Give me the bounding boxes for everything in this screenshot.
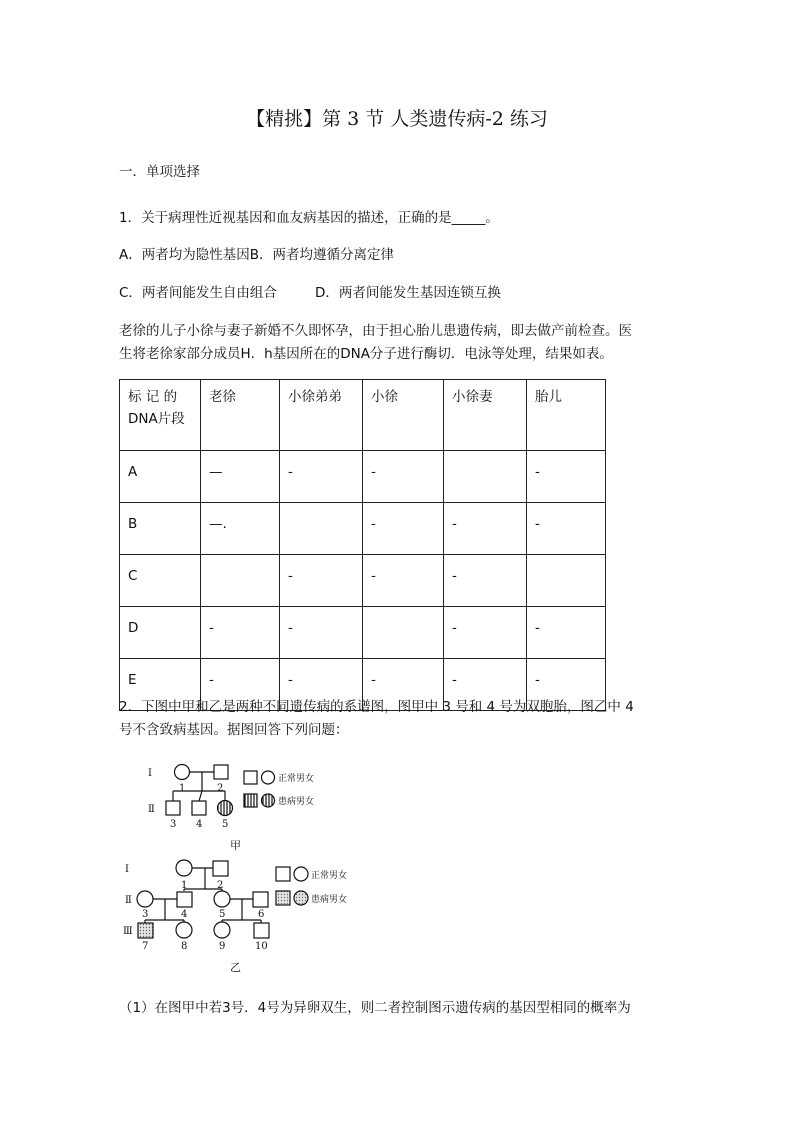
table-cell: D	[120, 607, 201, 659]
jia-ii5-affected-circle	[218, 801, 233, 816]
table-row	[120, 503, 606, 555]
table-cell: -	[444, 659, 527, 711]
yi-id: 5	[219, 909, 226, 920]
yi-legend-normal: 正常男女	[311, 871, 348, 881]
jia-id: 5	[222, 819, 229, 830]
question-1-option-c: C．两者间能发生自由组合	[119, 285, 277, 301]
yi-legend-affected: 患病男女	[311, 895, 348, 905]
table-cell: -	[363, 555, 444, 607]
passage-line-1: 老徐的儿子小徐与妻子新婚不久即怀孕，由于担心胎儿患遗传病，即去做产前检查。医	[119, 323, 632, 339]
jia-legend-affected: 患病男女	[278, 797, 315, 807]
yi-ii5-circle	[214, 891, 230, 907]
table-cell	[527, 555, 606, 607]
table-cell: -	[280, 659, 363, 711]
table-header-cell: 胎儿	[527, 380, 606, 451]
table-header-cell: 老徐	[201, 380, 280, 451]
table-cell: B	[120, 503, 201, 555]
jia-id: 2	[217, 783, 224, 794]
yi-i2-square	[213, 861, 228, 876]
table-cell: -	[201, 607, 280, 659]
yi-id: 3	[142, 909, 149, 920]
table-cell: -	[363, 503, 444, 555]
yi-ii3-circle	[137, 891, 153, 907]
yi-id: 7	[142, 941, 149, 952]
yi-ii6-square	[253, 892, 268, 907]
table-cell: —.	[201, 503, 280, 555]
pedigree-jia	[130, 760, 360, 855]
yi-gen-1: Ⅰ	[125, 864, 129, 875]
jia-gen-1: Ⅰ	[148, 768, 152, 779]
question-2-line-2: 号不含致病基因。据图回答下列问题：	[119, 722, 349, 738]
table-cell: -	[527, 451, 606, 503]
yi-id: 1	[181, 880, 188, 891]
yi-id: 10	[255, 941, 268, 952]
yi-id: 6	[258, 909, 265, 920]
jia-ii4-square	[192, 801, 206, 815]
table-cell: -	[280, 555, 363, 607]
table-cell: -	[280, 607, 363, 659]
table-cell: -	[527, 503, 606, 555]
dna-fragment-table	[119, 379, 606, 711]
table-header-cell: 小徐妻	[444, 380, 527, 451]
jia-gen-2: Ⅱ	[148, 804, 155, 815]
jia-id: 1	[179, 783, 186, 794]
table-header-cell: 标 记 的 DNA片段	[120, 380, 201, 451]
table-row	[120, 451, 606, 503]
jia-i1-circle	[175, 765, 190, 780]
yi-id: 2	[217, 880, 224, 891]
table-header-row	[120, 380, 606, 451]
question-2-sub-1: （1）在图甲中若3号．4号为异卵双生，则二者控制图示遗传病的基因型相同的概率为	[119, 1000, 631, 1016]
table-cell	[280, 503, 363, 555]
yi-id: 4	[181, 909, 188, 920]
yi-caption: 乙	[230, 961, 241, 974]
table-cell	[444, 451, 527, 503]
yi-id: 9	[219, 941, 226, 952]
table-cell: E	[120, 659, 201, 711]
question-1-option-d: D．两者间能发生基因连锁互换	[315, 285, 501, 301]
table-cell	[201, 555, 280, 607]
table-cell: -	[527, 659, 606, 711]
table-row	[120, 555, 606, 607]
table-cell: -	[527, 607, 606, 659]
yi-ii4-square	[177, 892, 192, 907]
table-cell: A	[120, 451, 201, 503]
table-cell: -	[444, 607, 527, 659]
jia-legend-normal: 正常男女	[278, 774, 315, 784]
passage-line-2: 生将老徐家部分成员H．h基因所在的DNA分子进行酶切．电泳等处理，结果如表。	[119, 346, 613, 362]
table-row	[120, 607, 606, 659]
question-1-options-ab: A．两者均为隐性基因B．两者均遵循分离定律	[119, 247, 394, 263]
jia-id: 4	[196, 819, 203, 830]
yi-iii7-affected-square	[138, 923, 153, 938]
table-cell: -	[363, 451, 444, 503]
table-cell	[363, 607, 444, 659]
yi-gen-2: Ⅱ	[125, 895, 132, 906]
jia-ii3-square	[166, 801, 180, 815]
yi-id: 8	[181, 941, 188, 952]
question-2-line-1: 2．下图中甲和乙是两种不同遗传病的系谱图，图甲中 3 号和 4 号为双胞胎，图乙中 4	[119, 699, 634, 715]
table-cell: -	[280, 451, 363, 503]
table-cell: -	[444, 503, 527, 555]
yi-gen-3: Ⅲ	[123, 926, 133, 937]
table-cell: -	[444, 555, 527, 607]
table-cell: -	[201, 659, 280, 711]
jia-id: 3	[170, 819, 177, 830]
table-cell: —	[201, 451, 280, 503]
table-header-cell: 小徐弟弟	[280, 380, 363, 451]
table-header-cell: 小徐	[363, 380, 444, 451]
yi-i1-circle	[176, 860, 192, 876]
pedigree-yi	[115, 854, 375, 979]
table-cell: C	[120, 555, 201, 607]
yi-iii9-circle	[214, 922, 230, 938]
jia-i2-square	[214, 765, 228, 779]
table-cell: -	[363, 659, 444, 711]
jia-caption: 甲	[230, 839, 241, 852]
yi-iii8-circle	[176, 922, 192, 938]
section-heading: 一．单项选择	[119, 164, 200, 180]
page-title: 【精挑】第 3 节 人类遗传病-2 练习	[246, 108, 548, 130]
yi-iii10-square	[254, 923, 269, 938]
question-1-stem: 1．关于病理性近视基因和血友病基因的描述，正确的是_____。	[119, 210, 499, 226]
